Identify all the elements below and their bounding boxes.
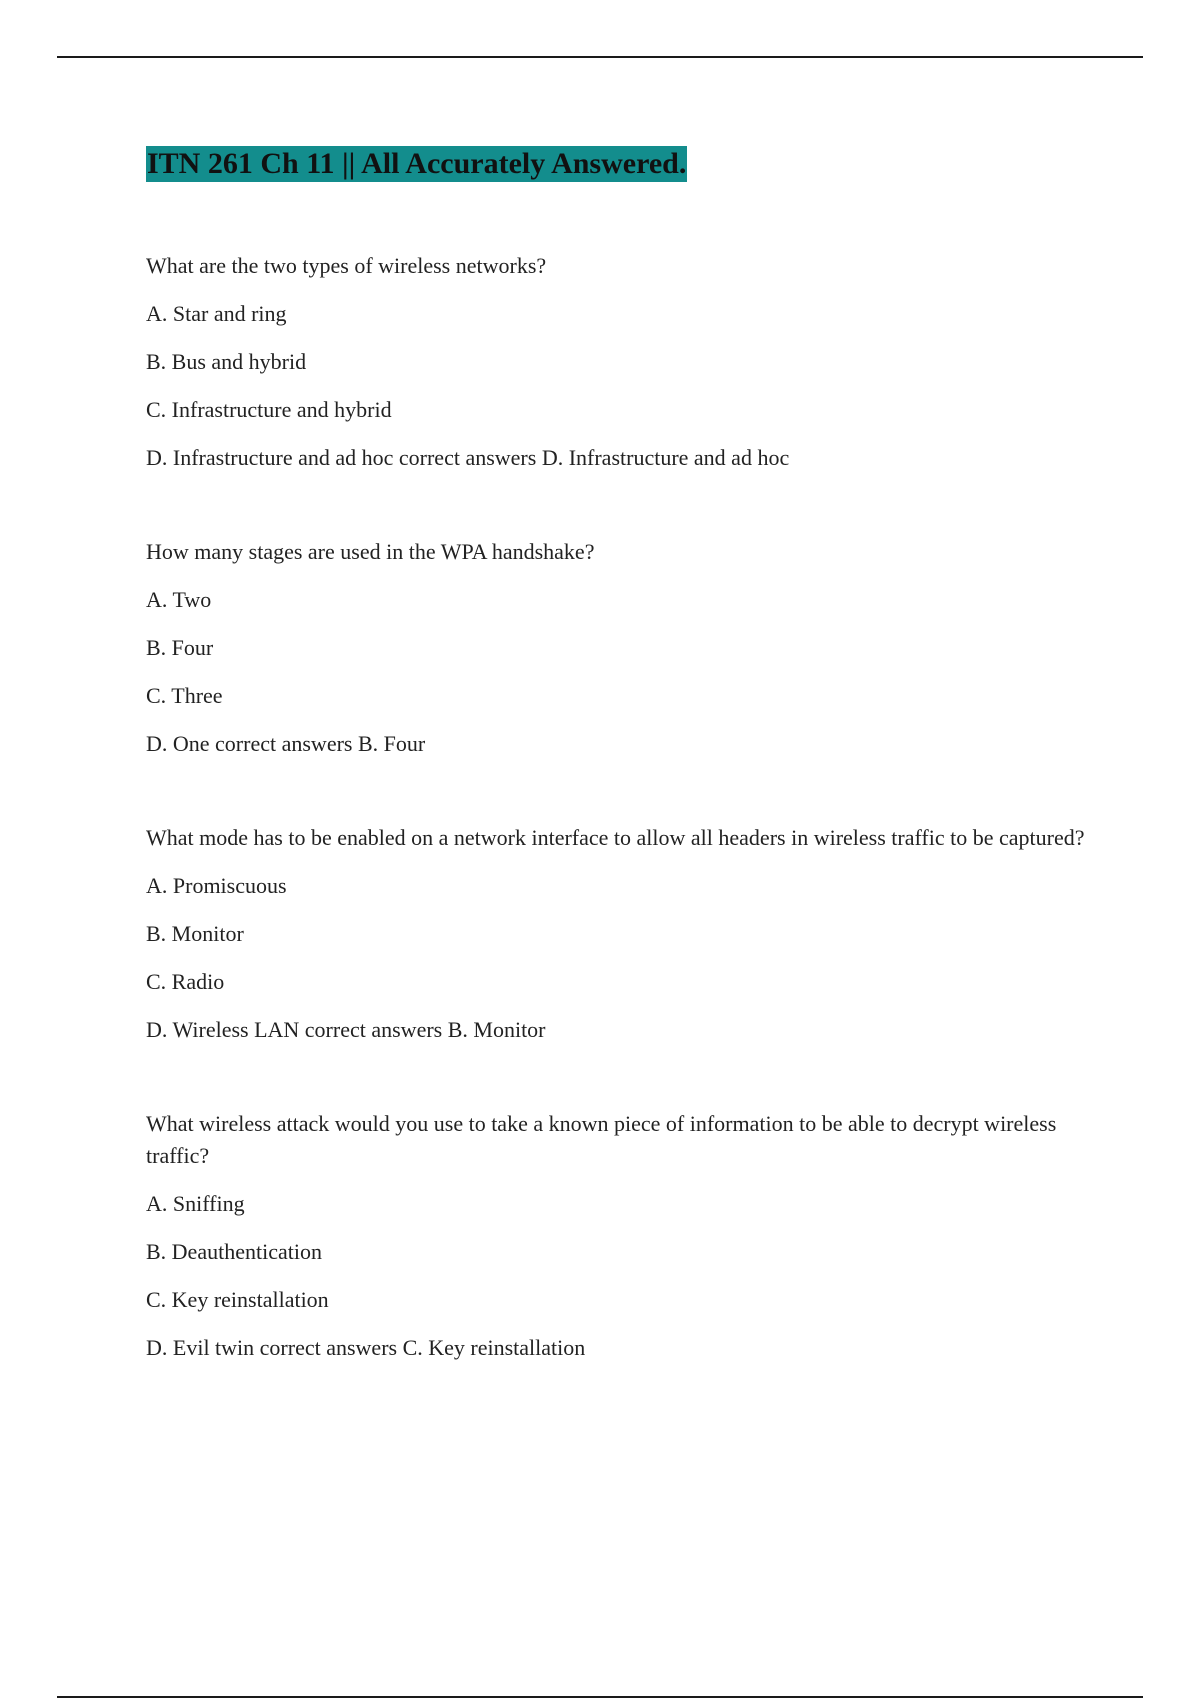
answer-option: B. Four [146,635,214,660]
answer-option: A. Two [146,587,212,612]
answer-option: C. Radio [146,969,225,994]
question-block [146,1108,1096,1364]
page-title: ITN 261 Ch 11 || All Accurately Answered. [147,147,687,180]
question-text: What mode has to be enabled on a network interface to allow all headers in wireless traffic to be captured? [146,825,1085,850]
answer-option: A. Sniffing [146,1191,245,1216]
top-rule [57,56,1143,58]
question-text: How many stages are used in the WPA handshake? [146,539,595,564]
answer-option: B. Bus and hybrid [146,349,307,374]
answer-option: D. Evil twin correct answers C. Key reinstallation [146,1335,586,1360]
question-text: What wireless attack would you use to take a known piece of information to be able to decrypt wireless traffic? [146,1111,1057,1168]
answer-option: A. Promiscuous [146,873,287,898]
answer-option: C. Key reinstallation [146,1287,329,1312]
bottom-rule [57,1696,1143,1698]
question-text: What are the two types of wireless networks? [146,253,547,278]
answer-option: B. Monitor [146,921,244,946]
answer-option: D. Infrastructure and ad hoc correct answers D. Infrastructure and ad hoc [146,445,790,470]
question-block [146,822,1096,1046]
question-list [146,250,1096,1426]
answer-option: D. One correct answers B. Four [146,731,426,756]
question-block [146,536,1096,760]
question-block [146,250,1096,474]
answer-option: C. Infrastructure and hybrid [146,397,392,422]
answer-option: B. Deauthentication [146,1239,322,1264]
answer-option: D. Wireless LAN correct answers B. Monitor [146,1017,546,1042]
answer-option: A. Star and ring [146,301,287,326]
answer-option: C. Three [146,683,223,708]
